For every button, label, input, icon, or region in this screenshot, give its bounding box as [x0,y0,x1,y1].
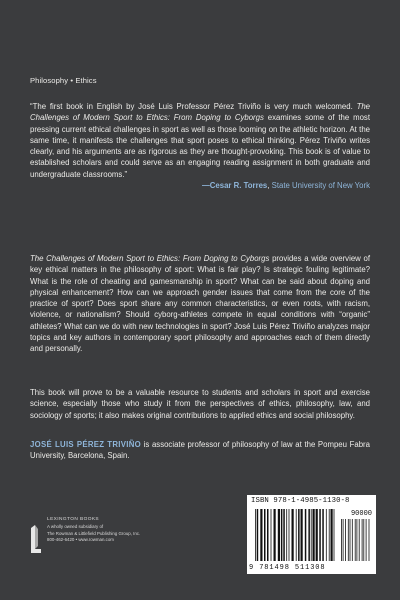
barcode-bar [308,509,310,561]
quote-text-end: examines some of the most pressing current ethical challenges in sport as well as those looming on the athletic horizon. At the same time, it manifests the challenges that sport poses to ethical thinking. Pérez Triviño writes clearly, and his arguments are as rigorous as they are thought-provoking. This book is of value to established scholars and could serve as an engaging reading assignment in both graduate and undergraduate classrooms.” [30,113,370,179]
ean-barcode [255,509,337,561]
barcode-box [247,495,376,574]
quote-attribution [30,180,370,191]
quote-text-start: “The first book in English by José Luis Professor Pérez Triviño is very much welcomed. [30,102,357,111]
barcode-bar [286,509,287,561]
price-code: 90000 [350,510,372,518]
barcode-bar [289,509,290,561]
barcode-bar [326,509,327,561]
price-addon-barcode [341,519,371,561]
publisher-line-1: A wholly owned subsidiary of [47,523,104,529]
barcode-bar [305,509,307,561]
barcode-bar [278,509,280,561]
barcode-bar [260,509,262,561]
category-label: Philosophy • Ethics [30,76,97,85]
barcode-bar [311,509,312,561]
barcode-bar [348,519,349,561]
barcode-bar [331,509,333,561]
barcode-bar [264,509,266,561]
barcode-bar [362,519,363,561]
ean-digits: 9 781498 511308 [249,564,326,572]
publisher-logo-icon [30,524,42,554]
barcode-bar [316,509,318,561]
endorsement-quote [30,101,370,191]
promo-paragraph: This book will prove to be a valuable resource to students and scholars in sport and exercise science, especially those who study it from the perspectives of ethics, philosophy, law, and sociology of sports; it also makes original contributions to applied ethics and social philosophy. [30,388,370,420]
barcode-bar [257,509,259,561]
description-text: provides a wide overview of key ethical matters in the philosophy of sport: What is fair play? Is strategic fouling legitimate? What is the role of cheating and gamesmanship in sport? What can be said about doping and physical enhancement? How can we approach gender issues that come from the core of the practice of sport? Does sport share any common characteristics, or even roots, with racism, violence, or nationalism? Should cyborg-athletes compete in equal conditions with “organic” athletes? What can we do with new technologies in sport? José Luis Pérez Triviño analyzes major topics and key authors in contemporary sport philosophy and approaches each of them directly and personally. [30,254,370,353]
barcode-bar [341,519,342,561]
barcode-bar [355,519,356,561]
barcode-bar [345,519,346,561]
barcode-bar [366,519,367,561]
barcode-bar [343,519,344,561]
publisher-line-3: 800-462-6420 • www.rowman.com [47,537,114,543]
barcode-bar [322,509,324,561]
barcode-bar [283,509,285,561]
barcode-bar [319,509,321,561]
barcode-bar [298,509,300,561]
publisher-name: LEXINGTON BOOKS [47,517,100,522]
attribution-dash: — [201,180,210,190]
barcode-bar [296,509,297,561]
barcode-bar [292,509,294,561]
barcode-bar [329,509,330,561]
publisher-info [47,517,140,544]
attribution-separator: , [267,180,272,190]
quote-book-title: The Challenges of Modern Sport to Ethics: From Doping to Cyborgs [30,102,370,123]
barcode-bar [352,519,353,561]
barcode-bar [369,519,370,561]
author-bio [30,439,370,462]
barcode-bar [274,509,276,561]
barcode-bar [267,509,269,561]
attribution-institution: State University of New York [271,180,370,190]
attribution-name: Cesar R. Torres [209,180,268,190]
barcode-bar [359,519,360,561]
barcode-bar [350,519,351,561]
publisher-block [30,517,140,554]
description-book-title: The Challenges of Modern Sport to Ethics: From Doping to Cyborgs [30,254,270,263]
barcode-bar [334,509,335,561]
isbn-text: ISBN 978-1-4985-1130-8 [251,497,350,505]
barcode-bar [301,509,303,561]
barcode-bar [281,509,283,561]
barcode-bar [255,509,256,561]
author-name: JOSÉ LUIS PÉREZ TRIVIÑO [30,440,142,449]
book-description [30,253,370,354]
author-bio-text: is associate professor of philosophy of law at the Pompeu Fabra University, Barcelona, Spain. [30,440,370,461]
barcode-bar [357,519,358,561]
barcode-bar [271,509,272,561]
barcode-bar [363,519,364,561]
publisher-line-2: The Rowman & Littlefield Publishing Group, Inc. [47,530,141,536]
barcode-bar [313,509,315,561]
